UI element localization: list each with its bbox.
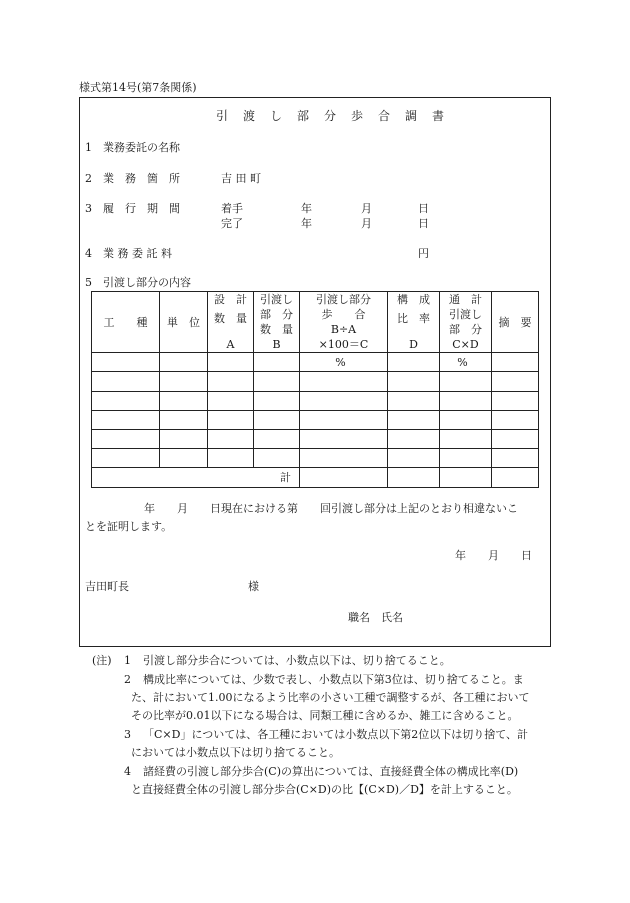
header-hikiwatashi-line2: 部 分 <box>260 308 293 322</box>
header-hikiwatashi-line3: 数 量 <box>260 323 293 337</box>
note-line: た、計において1.00になるよう比率の小さい工種で調整するが、各工種において <box>131 691 530 704</box>
header-tsukei-line1: 通 計 <box>449 293 482 307</box>
recipient-honorific: 様 <box>248 580 259 593</box>
note-number: 3 <box>124 728 131 741</box>
period-start-label: 着手 <box>221 202 243 215</box>
table-row <box>92 353 539 372</box>
header-sekkei-line1: 設 計 <box>214 293 247 307</box>
header-tani: 単 位 <box>160 292 208 353</box>
item3-number: 3 <box>85 202 92 215</box>
certification-line2: とを証明します。 <box>85 520 173 533</box>
table-row <box>92 448 539 467</box>
header-tekiyo: 摘 要 <box>492 292 539 353</box>
header-buai-line3: B÷A <box>330 323 357 337</box>
header-koshu: 工 種 <box>92 292 160 353</box>
certification-line1: 年 月 日現在における第 回引渡し部分は上記のとおり相違ないこ <box>144 502 518 515</box>
table-row <box>92 391 539 410</box>
notes-label: (注) <box>92 654 112 667</box>
percent-sign-buai: % <box>300 353 388 372</box>
note-number: 1 <box>124 654 131 667</box>
header-kosei-line2: 比 率 <box>397 312 430 326</box>
item2-label: 業 務 箇 所 <box>103 172 180 185</box>
period-start-year: 年 <box>301 202 312 215</box>
header-sekkei <box>208 292 254 353</box>
item5-number: 5 <box>85 276 92 289</box>
period-end-year: 年 <box>301 217 312 230</box>
total-label: 計 <box>92 467 300 487</box>
item1-label: 業務委託の名称 <box>103 141 180 154</box>
percent-sign-tsukei: % <box>440 353 492 372</box>
note-line: と直接経費全体の引渡し部分歩合(C×D)の比【(C×D)／D】を計上すること。 <box>131 783 518 796</box>
period-start-day: 日 <box>418 202 429 215</box>
item2-number: 2 <box>85 172 92 185</box>
header-hikiwatashi-line4: B <box>272 338 281 352</box>
header-kosei-line1: 構 成 <box>397 293 430 307</box>
header-tsukei <box>440 292 492 353</box>
item4-label: 業 務 委 託 料 <box>103 247 172 260</box>
header-buai-line1: 引渡し部分 <box>316 293 371 307</box>
header-buai-line4: ×100＝C <box>318 338 369 352</box>
period-end-label: 完了 <box>221 217 243 230</box>
header-kosei <box>388 292 440 353</box>
item4-number: 4 <box>85 247 92 260</box>
header-buai-line2: 歩 合 <box>321 308 366 322</box>
recipient-name: 吉田町長 <box>85 580 129 593</box>
header-tsukei-line2: 引渡し <box>449 308 482 322</box>
note-line: 諸経費の引渡し部分歩合(C)の算出については、直接経費全体の構成比率(D) <box>143 765 519 778</box>
certification-date: 年 月 日 <box>455 549 532 562</box>
header-kosei-line4: D <box>409 338 418 352</box>
form-number-label: 様式第14号(第7条関係) <box>79 81 197 94</box>
document-title: 引渡し部分歩合調書 <box>216 109 460 123</box>
table-header-row <box>92 292 539 353</box>
table-row <box>92 429 539 448</box>
header-tsukei-line4: C×D <box>452 338 479 352</box>
note-line: その比率が0.01以下になる場合は、同類工種に含めるか、雑工に含めること。 <box>131 709 519 722</box>
header-hikiwatashi-qty <box>254 292 300 353</box>
note-number: 4 <box>124 765 131 778</box>
fee-unit: 円 <box>418 247 429 260</box>
note-line: 構成比率については、少数で表し、小数点以下第3位は、切り捨てること。ま <box>143 673 524 686</box>
item3-label: 履 行 期 間 <box>103 202 180 215</box>
header-bubun-buai <box>300 292 388 353</box>
item1-number: 1 <box>85 141 92 154</box>
signer-title-name: 職名 氏名 <box>348 611 403 624</box>
partial-delivery-table <box>91 291 539 488</box>
header-hikiwatashi-line1: 引渡し <box>260 293 293 307</box>
header-sekkei-line4: A <box>226 338 235 352</box>
header-tsukei-line3: 部 分 <box>449 323 482 337</box>
note-line: 引渡し部分歩合については、小数点以下は、切り捨てること。 <box>143 654 451 667</box>
header-sekkei-line2: 数 量 <box>214 312 247 326</box>
period-end-day: 日 <box>418 217 429 230</box>
table-row <box>92 410 539 429</box>
item5-label: 引渡し部分の内容 <box>103 276 191 289</box>
note-line: においては小数点以下は切り捨てること。 <box>131 746 340 759</box>
table-total-row <box>92 467 539 487</box>
period-start-month: 月 <box>361 202 372 215</box>
item2-value: 吉 田 町 <box>221 172 261 185</box>
note-line: 「C×D」については、各工種においては小数点以下第2位以下は切り捨て、計 <box>143 728 529 741</box>
note-number: 2 <box>124 673 131 686</box>
period-end-month: 月 <box>361 217 372 230</box>
table-row <box>92 372 539 391</box>
